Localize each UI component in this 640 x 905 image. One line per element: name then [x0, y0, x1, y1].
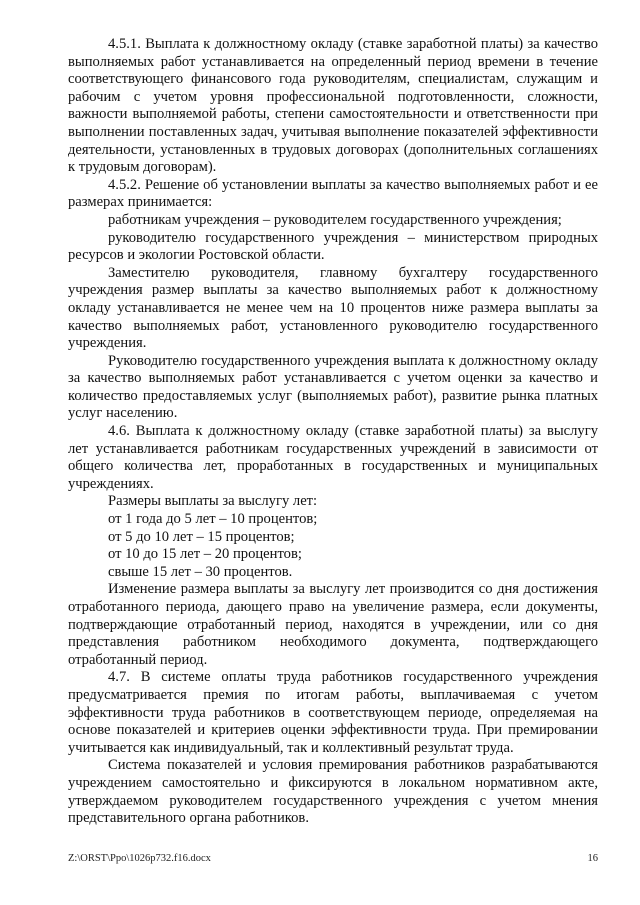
- paragraph-deputy-payment: Заместителю руководителя, главному бухгалтеру государственного учреждения размер выплаты за качество выполняемых работ к должностному окладу устанавливается не менее чем на 10 процентов ниже размера выплаты за качество выполняемых работ, установленного руководителю государственного учреждения.: [68, 264, 598, 352]
- paragraph-4-7: 4.7. В системе оплаты труда работников государственного учреждения предусматривается премия по итогам работы, выплачиваемая с учетом эффективности труда работников в соответствующем периоде, определяемая на основе показателей и критериев оценки эффективности труда. При премировании учитывается как индивидуальный, так и коллективный результат труда.: [68, 669, 598, 756]
- list-item: от 10 до 15 лет – 20 процентов;: [108, 546, 302, 563]
- list-item: руководителю государственного учреждения – министерством природных ресурсов и экологии Ростовской области.: [68, 229, 598, 264]
- list-item: свыше 15 лет – 30 процентов.: [108, 563, 293, 580]
- list-item: от 1 года до 5 лет – 10 процентов;: [108, 511, 318, 528]
- paragraph-seniority-change: Изменение размера выплаты за выслугу лет производится со дня достижения отработанного периода, дающего право на увеличение размера, если документы, подтверждающие отработанный период, находятся в учреждении, или со дня представления работником необходимого документа, подтверждающего отработанный период.: [68, 581, 598, 668]
- page-footer: [68, 853, 598, 864]
- paragraph-4-5-2: 4.5.2. Решение об установлении выплаты за качество выполняемых работ и ее размерах принимается:: [68, 176, 598, 211]
- page-number: 16: [587, 853, 598, 864]
- list-item: работникам учреждения – руководителем государственного учреждения;: [108, 211, 562, 228]
- footer-file-path: Z:\ORST\Ppo\1026p732.f16.docx: [68, 853, 211, 864]
- paragraph-head-payment: Руководителю государственного учреждения выплата к должностному окладу за качество выполняемых работ устанавливается с учетом оценки за качество и количество предоставляемых услуг (выполняемых работ), развитие рынка платных услуг населению.: [68, 352, 598, 422]
- paragraph-4-5-1: 4.5.1. Выплата к должностному окладу (ставке заработной платы) за качество выполняемых работ устанавливается на определенный период времени в течение соответствующего финансового года руководителям, специалистам, служащим и рабочим с учетом уровня профессиональной подготовленности, сложности, важности выполняемой работы, степени самостоятельности и ответственности при выполнении поставленных задач, учитывая выполнение показателей эффективности деятельности, установленных в трудовых договорах (дополнительных соглашениях к трудовым договорам).: [68, 36, 598, 176]
- paragraph-4-6: 4.6. Выплата к должностному окладу (ставке заработной платы) за выслугу лет устанавливается работникам государственных учреждений в зависимости от общего количества лет, проработанных в государственных и муниципальных учреждениях.: [68, 423, 598, 492]
- seniority-heading: Размеры выплаты за выслугу лет:: [108, 493, 318, 510]
- paragraph-bonus-system: Система показателей и условия премирования работников разрабатываются учреждением самостоятельно и фиксируются в локальном нормативном акте, утверждаемом руководителем государственного учреждения с учетом мнения представительного органа работников.: [68, 757, 598, 827]
- list-item: от 5 до 10 лет – 15 процентов;: [108, 528, 295, 545]
- document-body: [68, 36, 598, 828]
